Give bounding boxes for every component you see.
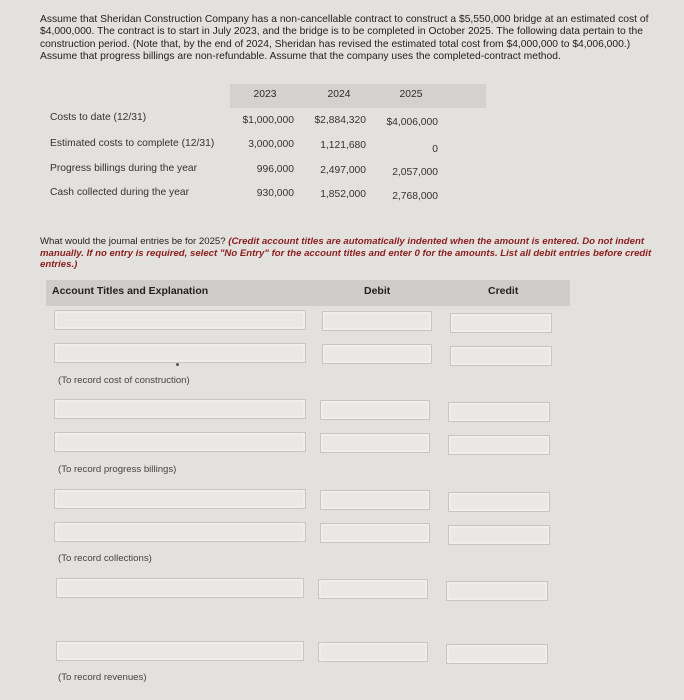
credit-amount-field[interactable] [448,402,550,422]
account-title-field[interactable] [54,343,306,363]
cell-cash-collected-2024: 1,852,000 [320,189,366,200]
cell-cash-collected-2025: 2,768,000 [392,191,438,202]
cell-progress-billings-2024: 2,497,000 [320,165,366,176]
cell-cash-collected-2023: 930,000 [256,188,294,199]
cell-estimated-costs-2024: 1,121,680 [320,140,366,151]
cell-estimated-costs-2023: 3,000,000 [248,139,294,150]
account-title-field[interactable] [54,399,306,419]
credit-amount-field[interactable] [446,644,548,664]
debit-amount-field[interactable] [320,523,430,543]
row-label-cash-collected: Cash collected during the year [50,187,190,198]
row-label-progress-billings: Progress billings during the year [50,163,198,174]
account-title-field[interactable] [56,578,304,598]
note-collections: (To record collections) [58,553,152,564]
row-label-costs-to-date: Costs to date (12/31) [50,112,147,123]
cell-costs-to-date-2023: $1,000,000 [242,115,294,126]
credit-amount-field[interactable] [446,581,548,601]
cell-progress-billings-2025: 2,057,000 [392,167,438,178]
debit-amount-field[interactable] [318,579,428,599]
cell-costs-to-date-2024: $2,884,320 [314,115,366,126]
debit-amount-field[interactable] [322,344,432,364]
credit-amount-field[interactable] [448,492,550,512]
cell-estimated-costs-2025: 0 [432,144,438,155]
account-title-field[interactable] [54,432,306,452]
header-debit: Debit [364,285,391,297]
credit-amount-field[interactable] [450,346,552,366]
debit-amount-field[interactable] [322,311,432,331]
credit-amount-field[interactable] [450,313,552,333]
marker-dot [176,363,179,366]
note-cost-of-construction: (To record cost of construction) [58,375,190,386]
credit-amount-field[interactable] [448,525,550,545]
problem-statement: Assume that Sheridan Construction Company has a non-cancellable contract to construct a $5,550,000 bridge at an estimated cost of $4,000,000. The contract is to start in July 2023, and the bridge is to be completed in October 2025. The following data pertain to the construction period. (Note that, by the end of 2024, Sheridan has revised the estimated total cost from $4,000,000 to $4,006,000.) Assume that progress billings are non-refundable. Assume that the company uses the completed-contract method. [40,14,649,63]
note-progress-billings: (To record progress billings) [58,464,177,475]
debit-amount-field[interactable] [320,490,430,510]
question-prompt [40,236,660,271]
year-header-2025: 2025 [399,89,423,100]
account-title-field[interactable] [54,489,306,509]
credit-amount-field[interactable] [448,435,550,455]
year-header-2023: 2023 [253,89,277,100]
question-instructions: (Credit account titles are automatically indented when the amount is entered. Do not indent manually. If no entry is required, select "No Entry" for the account titles and enter 0 for the amounts. List all debit entries before credit entries.) [40,236,652,270]
journal-header [46,280,570,306]
header-account-titles: Account Titles and Explanation [52,285,209,297]
account-title-field[interactable] [56,641,304,661]
debit-amount-field[interactable] [320,400,430,420]
cell-progress-billings-2023: 996,000 [256,164,294,175]
row-label-estimated-costs: Estimated costs to complete (12/31) [50,138,215,149]
cell-costs-to-date-2025: $4,006,000 [386,117,438,128]
account-title-field[interactable] [54,522,306,542]
note-revenues: (To record revenues) [58,672,147,683]
account-title-field[interactable] [54,310,306,330]
debit-amount-field[interactable] [320,433,430,453]
year-header-2024: 2024 [327,89,351,100]
debit-amount-field[interactable] [318,642,428,662]
question-text: What would the journal entries be for 2025? [40,236,229,247]
header-credit: Credit [488,285,519,297]
